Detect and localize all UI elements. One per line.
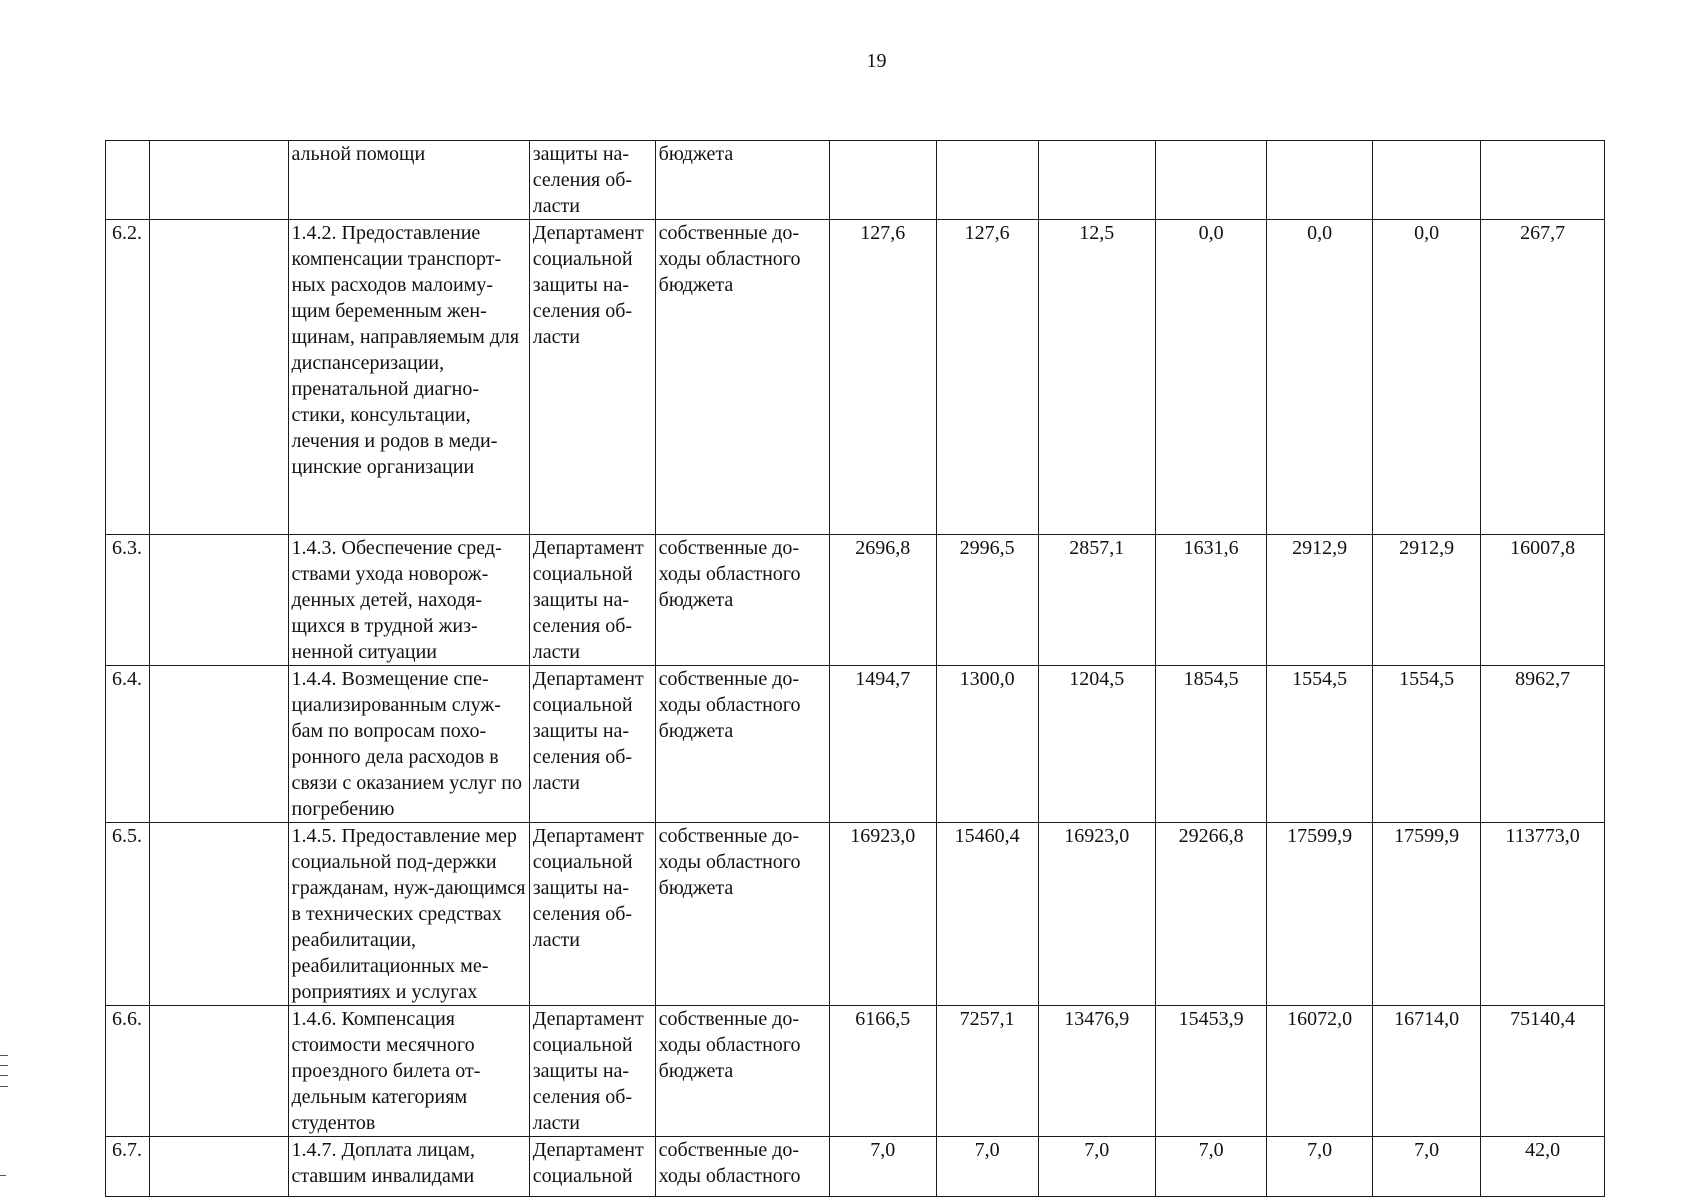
activity-name-cell: 1.4.2. Предоставление компенсации транспорт-ных расходов малоиму-щим беременным жен-щинам, направляемым для диспансеризации, пренатальной диагно-стики, консультации, лечения и родов в меди-цинские организации xyxy=(288,220,529,535)
funding-source-cell: бюджета xyxy=(655,141,829,220)
value-cell: 16072,0 xyxy=(1267,1006,1373,1137)
value-cell xyxy=(1038,141,1155,220)
table-row xyxy=(106,1137,1605,1197)
value-cell: 1854,5 xyxy=(1155,666,1266,823)
table-row-continuation xyxy=(106,141,1605,220)
table-row xyxy=(106,823,1605,1006)
total-cell: 16007,8 xyxy=(1481,535,1605,666)
activity-name-cell: 1.4.6. Компенсация стоимости месячного проездного билета от-дельным категориям студентов xyxy=(288,1006,529,1137)
value-cell: 12,5 xyxy=(1038,220,1155,535)
budget-table xyxy=(105,140,1605,1197)
value-cell: 1554,5 xyxy=(1373,666,1481,823)
empty-cell xyxy=(150,535,288,666)
total-cell: 42,0 xyxy=(1481,1137,1605,1197)
row-index-cell: 6.2. xyxy=(106,220,150,535)
empty-cell xyxy=(150,220,288,535)
empty-cell xyxy=(150,1006,288,1137)
value-cell: 7,0 xyxy=(1267,1137,1373,1197)
funding-source-cell: собственные до-ходы областного бюджета xyxy=(655,666,829,823)
empty-cell xyxy=(150,141,288,220)
scan-margin-marks xyxy=(0,1055,8,1087)
value-cell: 17599,9 xyxy=(1373,823,1481,1006)
activity-name-cell: 1.4.5. Предоставление мер социальной под-держки гражданам, нуж-дающимся в технических средствах реабилитации, реабилитационных ме-роприятиях и услугах xyxy=(288,823,529,1006)
value-cell: 16923,0 xyxy=(829,823,936,1006)
executor-cell: защиты на-селения об-ласти xyxy=(529,141,655,220)
table-row xyxy=(106,220,1605,535)
activity-name-cell: 1.4.7. Доплата лицам, ставшим инвалидами xyxy=(288,1137,529,1197)
table-row xyxy=(106,666,1605,823)
executor-cell: Департамент социальной защиты на-селения об-ласти xyxy=(529,535,655,666)
empty-cell xyxy=(150,823,288,1006)
row-index-cell: 6.5. xyxy=(106,823,150,1006)
value-cell: 0,0 xyxy=(1155,220,1266,535)
empty-cell xyxy=(150,1137,288,1197)
value-cell: 1494,7 xyxy=(829,666,936,823)
funding-source-cell: собственные до-ходы областного бюджета xyxy=(655,220,829,535)
total-cell: 113773,0 xyxy=(1481,823,1605,1006)
row-index-cell: 6.3. xyxy=(106,535,150,666)
table-row xyxy=(106,535,1605,666)
total-cell: 8962,7 xyxy=(1481,666,1605,823)
value-cell: 29266,8 xyxy=(1155,823,1266,1006)
executor-cell: Департамент социальной защиты на-селения об-ласти xyxy=(529,823,655,1006)
value-cell: 16923,0 xyxy=(1038,823,1155,1006)
value-cell: 127,6 xyxy=(829,220,936,535)
row-index-cell: 6.6. xyxy=(106,1006,150,1137)
row-index-cell: 6.7. xyxy=(106,1137,150,1197)
value-cell: 127,6 xyxy=(936,220,1038,535)
funding-source-cell: собственные до-ходы областного бюджета xyxy=(655,1006,829,1137)
total-cell: 75140,4 xyxy=(1481,1006,1605,1137)
value-cell: 17599,9 xyxy=(1267,823,1373,1006)
value-cell: 7,0 xyxy=(829,1137,936,1197)
value-cell: 13476,9 xyxy=(1038,1006,1155,1137)
total-cell: 267,7 xyxy=(1481,220,1605,535)
row-index-cell: 6.4. xyxy=(106,666,150,823)
value-cell: 2912,9 xyxy=(1373,535,1481,666)
value-cell: 1204,5 xyxy=(1038,666,1155,823)
value-cell: 2857,1 xyxy=(1038,535,1155,666)
funding-source-cell: собственные до-ходы областного xyxy=(655,1137,829,1197)
executor-cell: Департамент социальной защиты на-селения об-ласти xyxy=(529,1006,655,1137)
value-cell: 15460,4 xyxy=(936,823,1038,1006)
table-body xyxy=(106,141,1605,1197)
table-row xyxy=(106,1006,1605,1137)
value-cell: 2996,5 xyxy=(936,535,1038,666)
value-cell: 7257,1 xyxy=(936,1006,1038,1137)
value-cell: 6166,5 xyxy=(829,1006,936,1137)
value-cell xyxy=(1155,141,1266,220)
executor-cell: Департамент социальной защиты на-селения об-ласти xyxy=(529,220,655,535)
value-cell: 1554,5 xyxy=(1267,666,1373,823)
funding-source-cell: собственные до-ходы областного бюджета xyxy=(655,535,829,666)
value-cell xyxy=(936,141,1038,220)
value-cell: 7,0 xyxy=(1155,1137,1266,1197)
activity-name-cell: 1.4.3. Обеспечение сред-ствами ухода новорож-денных детей, находя-щихся в трудной жиз-ненной ситуации xyxy=(288,535,529,666)
index-cell xyxy=(106,141,150,220)
value-cell xyxy=(829,141,936,220)
value-cell: 0,0 xyxy=(1267,220,1373,535)
page-number: 19 xyxy=(866,50,887,72)
value-cell: 0,0 xyxy=(1373,220,1481,535)
activity-name-cell: 1.4.4. Возмещение спе-циализированным служ-бам по вопросам похо-ронного дела расходов в связи с оказанием услуг по погребению xyxy=(288,666,529,823)
executor-cell: Департамент социальной xyxy=(529,1137,655,1197)
total-cell xyxy=(1481,141,1605,220)
activity-name-cell: альной помощи xyxy=(288,141,529,220)
value-cell: 1300,0 xyxy=(936,666,1038,823)
value-cell xyxy=(1373,141,1481,220)
value-cell: 1631,6 xyxy=(1155,535,1266,666)
value-cell: 7,0 xyxy=(1373,1137,1481,1197)
empty-cell xyxy=(150,666,288,823)
value-cell: 2696,8 xyxy=(829,535,936,666)
value-cell: 7,0 xyxy=(936,1137,1038,1197)
value-cell: 16714,0 xyxy=(1373,1006,1481,1137)
value-cell: 15453,9 xyxy=(1155,1006,1266,1137)
value-cell: 7,0 xyxy=(1038,1137,1155,1197)
scan-margin-dash xyxy=(0,1175,6,1176)
value-cell xyxy=(1267,141,1373,220)
value-cell: 2912,9 xyxy=(1267,535,1373,666)
executor-cell: Департамент социальной защиты на-селения об-ласти xyxy=(529,666,655,823)
funding-source-cell: собственные до-ходы областного бюджета xyxy=(655,823,829,1006)
